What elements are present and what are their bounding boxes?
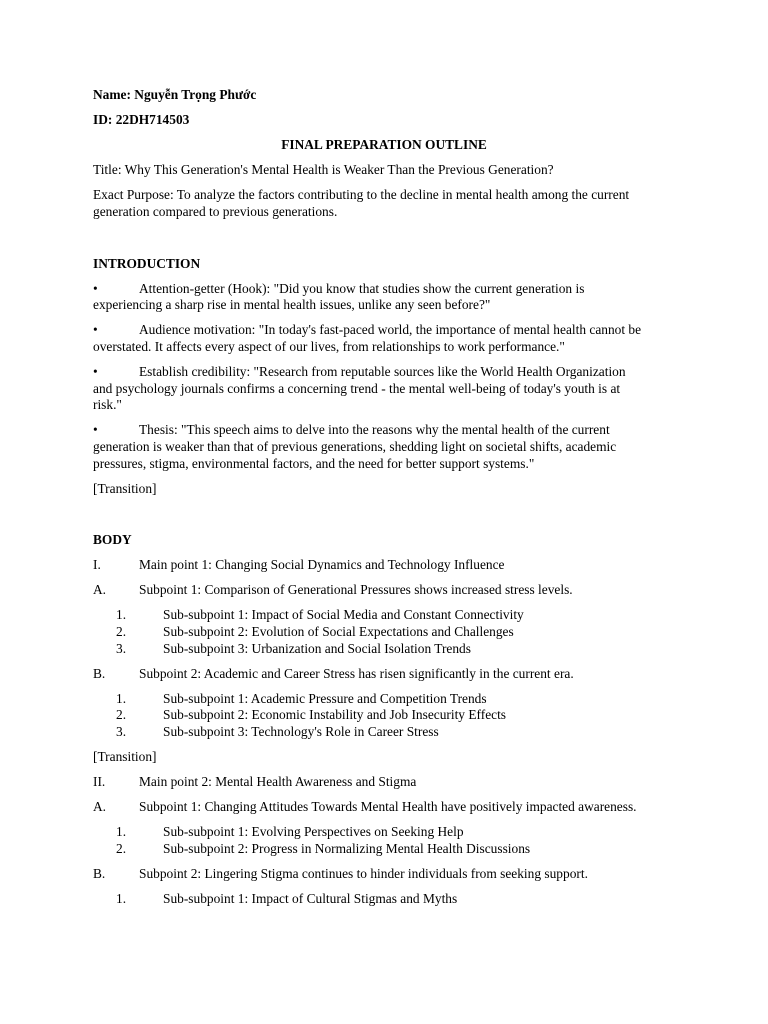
intro-bullet-credibility: [93, 364, 675, 381]
main-point-numeral: II.: [93, 774, 106, 790]
sub-subpoint-number: 2.: [116, 707, 127, 723]
body-heading: BODY: [93, 532, 132, 548]
student-id: ID: 22DH714503: [93, 112, 190, 128]
subpoint-1b: [93, 666, 675, 683]
sub-subpoint-number: 1.: [116, 891, 127, 907]
intro-bullet-attention-getter: [93, 281, 675, 298]
sub-subpoint-number: 3.: [116, 640, 127, 656]
intro-bullet-line: Establish credibility: "Research from reputable sources like the World Health Organization: [139, 364, 626, 380]
main-point-numeral: I.: [93, 557, 101, 573]
document-content: [93, 87, 675, 908]
sub-subpoint-number: 1.: [116, 824, 127, 840]
subpoint-text: Subpoint 2: Lingering Stigma continues to hinder individuals from seeking support.: [139, 866, 588, 882]
intro-bullet-thesis: [93, 422, 675, 439]
introduction-heading: INTRODUCTION: [93, 255, 201, 271]
bullet-mark: •: [93, 422, 98, 438]
sub-subpoint: [93, 607, 675, 624]
sub-subpoint: [93, 624, 675, 641]
sub-subpoint-text: Sub-subpoint 3: Technology's Role in Career Stress: [163, 724, 439, 740]
subpoint-letter: A.: [93, 799, 107, 815]
sub-subpoint-text: Sub-subpoint 3: Urbanization and Social Isolation Trends: [163, 640, 471, 656]
intro-transition: [Transition]: [93, 480, 157, 496]
sub-subpoint-text: Sub-subpoint 2: Evolution of Social Expectations and Challenges: [163, 624, 514, 640]
speech-title: Title: Why This Generation's Mental Health is Weaker Than the Previous Generation?: [93, 162, 554, 178]
exact-purpose: [93, 187, 675, 220]
intro-bullet-continuation: and psychology journals confirms a concerning trend - the mental well-being of today's youth is at: [93, 380, 621, 396]
intro-bullet-line: Attention-getter (Hook): "Did you know that studies show the current generation is: [139, 280, 585, 296]
intro-bullet-line: Audience motivation: "In today's fast-paced world, the importance of mental health cannot be: [139, 322, 642, 338]
sub-subpoint-text: Sub-subpoint 1: Evolving Perspectives on Seeking Help: [163, 824, 464, 840]
intro-bullet-line: Thesis: "This speech aims to delve into the reasons why the mental health of the current: [139, 422, 610, 438]
intro-bullet-continuation: risk.": [93, 397, 122, 413]
subpoint-text: Subpoint 1: Comparison of Generational Pressures shows increased stress levels.: [139, 582, 573, 598]
main-point-1: [93, 557, 675, 574]
sub-subpoint-number: 1.: [116, 607, 127, 623]
main-point-text: Main point 1: Changing Social Dynamics and Technology Influence: [139, 557, 505, 573]
main-point-2: [93, 774, 675, 791]
sub-subpoint-number: 1.: [116, 690, 127, 706]
sub-subpoint: [93, 691, 675, 708]
student-name: Name: Nguyễn Trọng Phước: [93, 87, 257, 102]
intro-bullet-audience-motivation: [93, 322, 675, 339]
sub-subpoint: [93, 824, 675, 841]
sub-subpoint-text: Sub-subpoint 1: Impact of Cultural Stigmas and Myths: [163, 891, 458, 907]
intro-bullet-continuation: pressures, stigma, environmental factors, and the need for better support systems.": [93, 455, 535, 471]
sub-subpoint-text: Sub-subpoint 2: Progress in Normalizing Mental Health Discussions: [163, 841, 531, 856]
intro-bullet-continuation: generation is weaker than that of previous generations, shedding light on societal shifts, academic: [93, 438, 617, 454]
bullet-mark: •: [93, 280, 98, 296]
sub-subpoint-text: Sub-subpoint 2: Economic Instability and Job Insecurity Effects: [163, 707, 507, 723]
bullet-mark: •: [93, 322, 98, 338]
subpoint-1a: [93, 582, 675, 599]
subpoint-text: Subpoint 2: Academic and Career Stress has risen significantly in the current era.: [139, 665, 574, 681]
sub-subpoint-text: Sub-subpoint 1: Academic Pressure and Competition Trends: [163, 690, 487, 706]
intro-bullet-continuation: experiencing a sharp rise in mental health issues, unlike any seen before?": [93, 297, 491, 313]
subpoint-letter: B.: [93, 866, 106, 882]
sub-subpoint: [93, 707, 675, 724]
exact-purpose-line-1: Exact Purpose: To analyze the factors contributing to the decline in mental health among the current: [93, 187, 630, 203]
sub-subpoint: [93, 724, 675, 741]
sub-subpoint-number: 3.: [116, 724, 127, 740]
sub-subpoint: [93, 841, 675, 858]
sub-subpoint-number: 2.: [116, 841, 127, 856]
subpoint-text: Subpoint 1: Changing Attitudes Towards Mental Health have positively impacted awareness.: [139, 799, 637, 815]
sub-subpoint-number: 2.: [116, 624, 127, 640]
sub-subpoint: [93, 891, 675, 908]
intro-bullet-continuation: overstated. It affects every aspect of our lives, from relationships to work performance.": [93, 338, 565, 354]
main-point-text: Main point 2: Mental Health Awareness and Stigma: [139, 774, 417, 790]
subpoint-2a: [93, 799, 675, 816]
exact-purpose-line-2: generation compared to previous generations.: [93, 203, 338, 219]
subpoint-letter: A.: [93, 582, 107, 598]
subpoint-letter: B.: [93, 665, 106, 681]
body-transition: [Transition]: [93, 749, 157, 765]
document-title: FINAL PREPARATION OUTLINE: [281, 137, 487, 153]
subpoint-2b: [93, 866, 675, 883]
sub-subpoint: [93, 641, 675, 658]
bullet-mark: •: [93, 364, 98, 380]
sub-subpoint-text: Sub-subpoint 1: Impact of Social Media and Constant Connectivity: [163, 607, 524, 623]
